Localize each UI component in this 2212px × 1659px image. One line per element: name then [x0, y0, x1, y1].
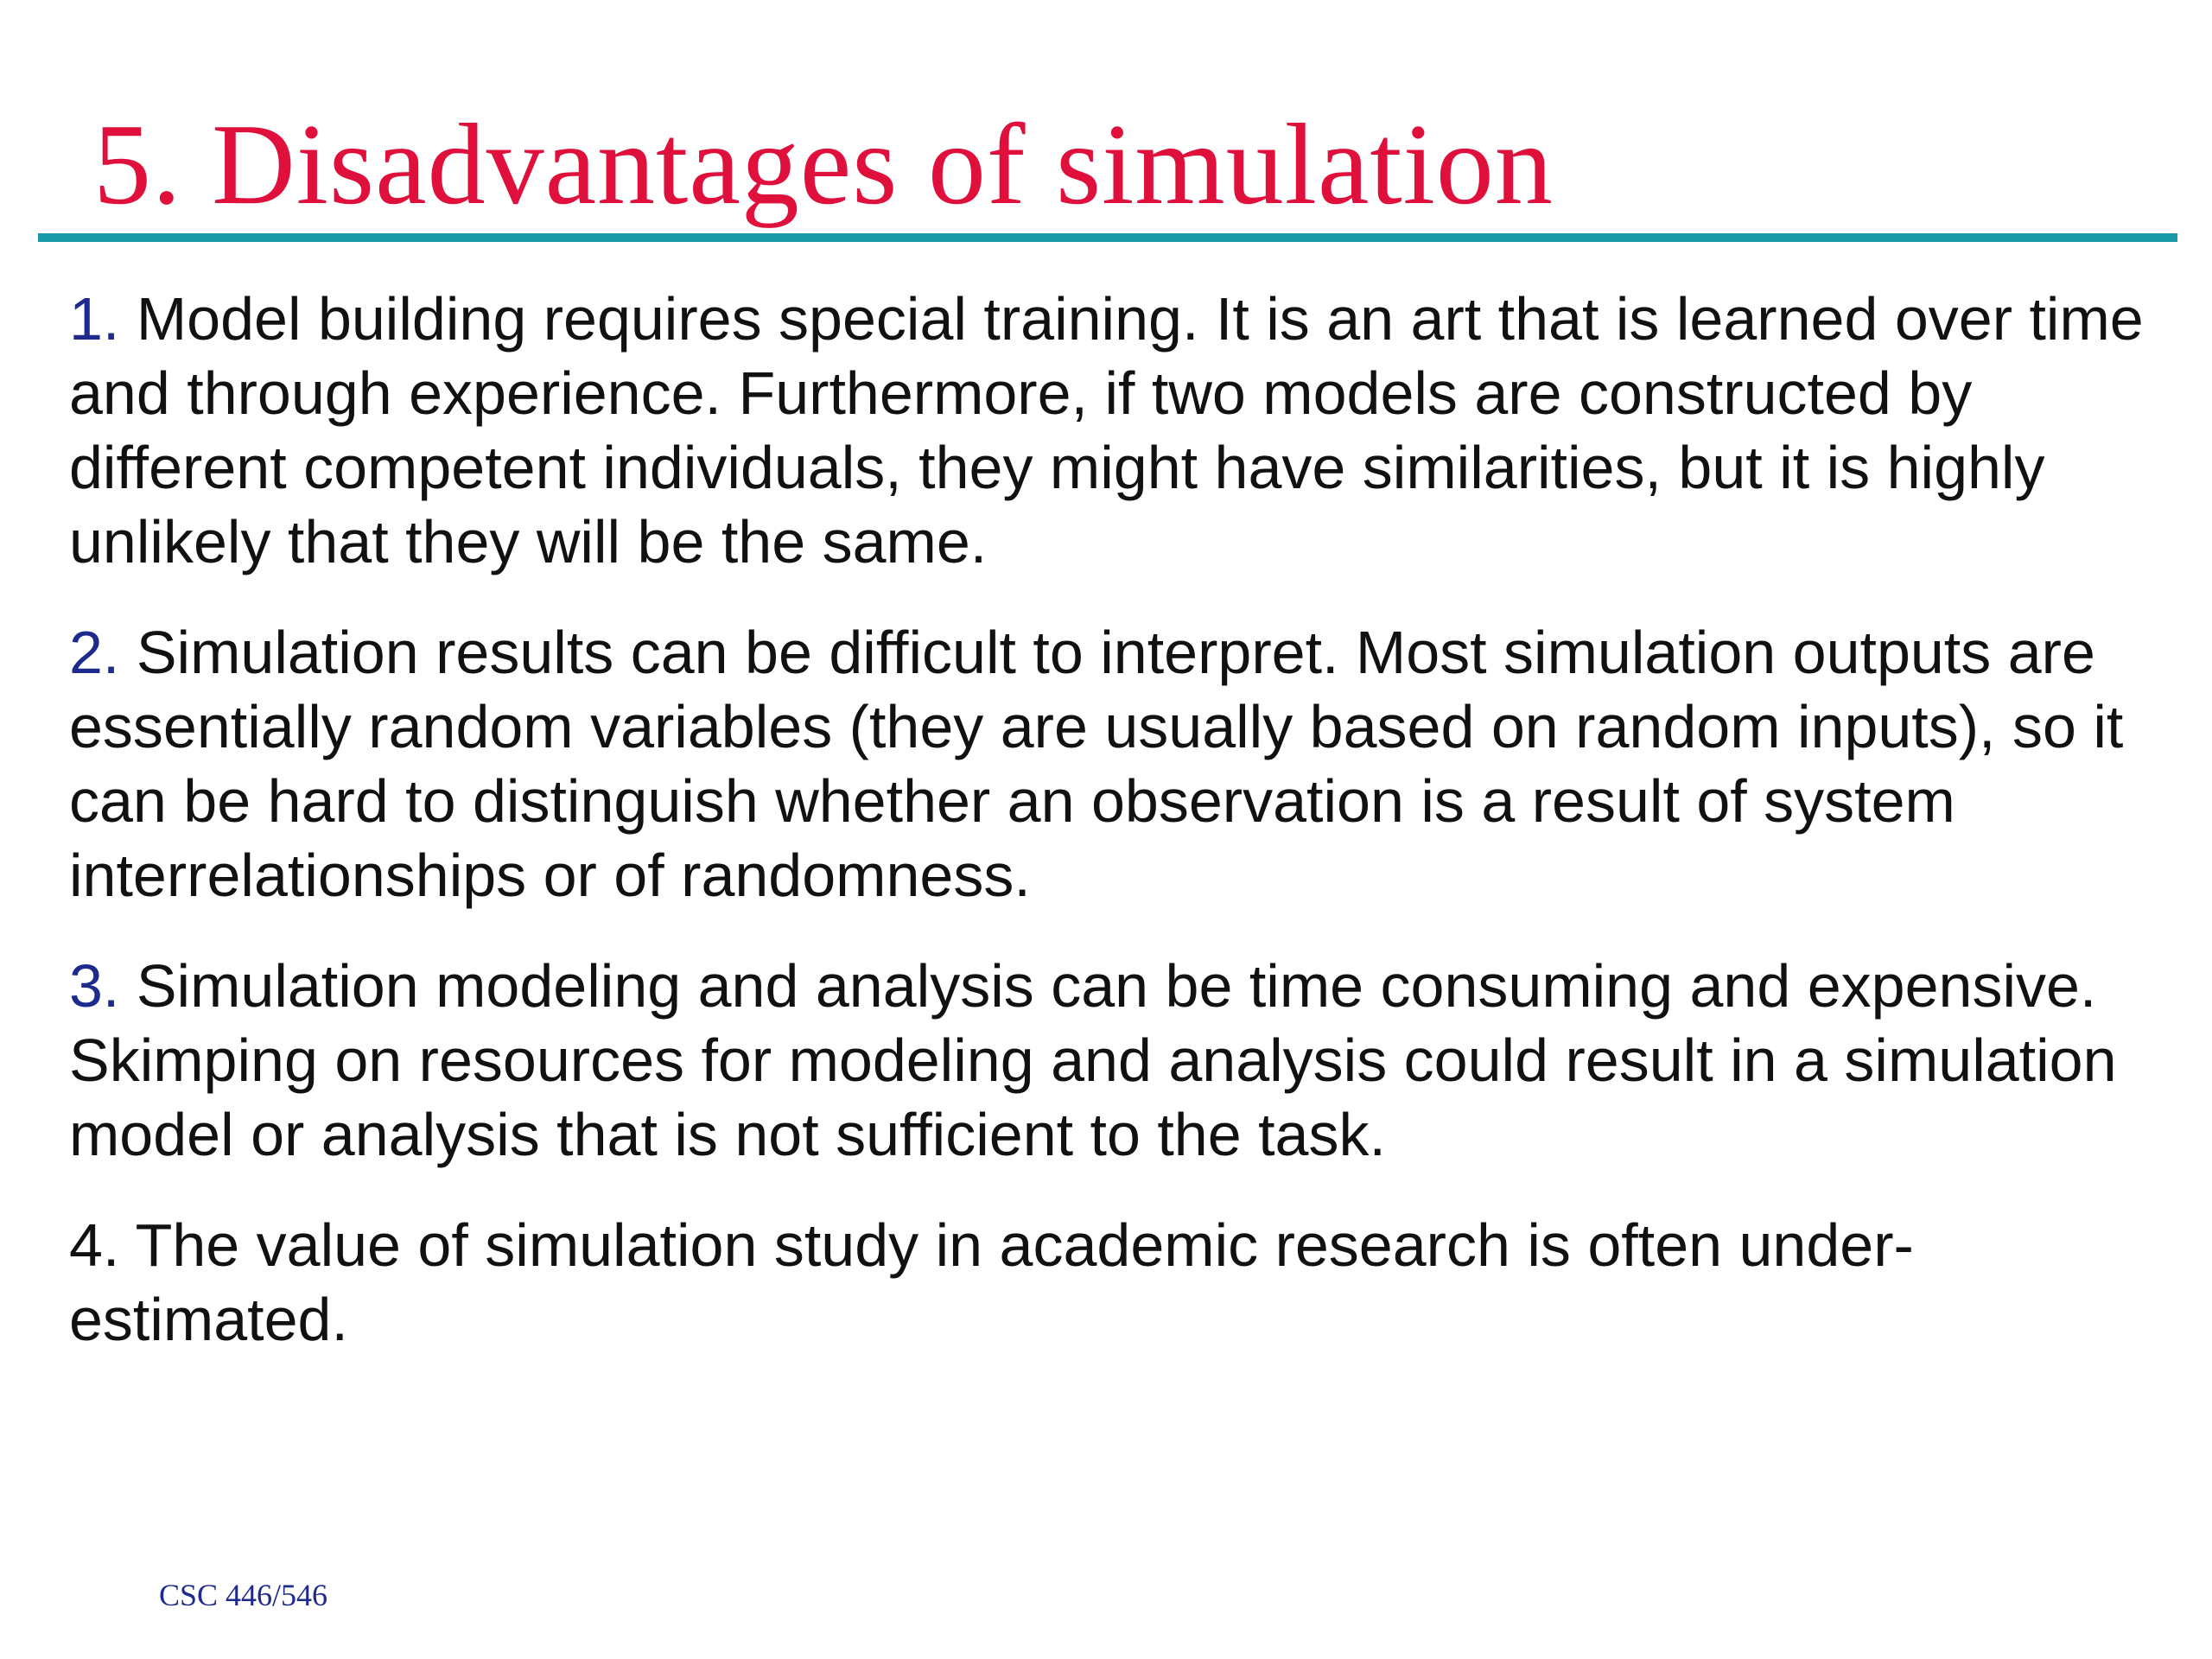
point-1 — [69, 282, 2160, 579]
point-4-text: The value of simulation study in academic research is often under-estimated. — [69, 1211, 1914, 1353]
title-divider — [38, 233, 2177, 242]
point-4-number: 4. — [69, 1211, 120, 1279]
slide-footer: CSC 446/546 — [159, 1578, 328, 1612]
point-1-number: 1. — [69, 285, 120, 353]
point-4 — [69, 1208, 2160, 1357]
point-3-number: 3. — [69, 952, 120, 1020]
point-3 — [69, 949, 2160, 1172]
point-1-text: Model building requires special training. It is an art that is learned over time and through experience. Furthermore, if two models are constructed by different competent individuals, they might have similarities, but it is highly unlikely that they will be the same. — [69, 285, 2144, 575]
slide-title: 5. Disadvantages of simulation — [93, 100, 1554, 228]
point-3-text: Simulation modeling and analysis can be time consuming and expensive. Skimping on resources for modeling and analysis could result in a simulation model or analysis that is not sufficient to the task. — [69, 952, 2117, 1168]
point-2-number: 2. — [69, 619, 120, 686]
slide-body — [69, 282, 2160, 1357]
point-2-text: Simulation results can be difficult to interpret. Most simulation outputs are essentially random variables (they are usually based on random inputs), so it can be hard to distinguish whether an observation is a result of system interrelationships or of randomness. — [69, 619, 2124, 909]
point-2 — [69, 615, 2160, 912]
